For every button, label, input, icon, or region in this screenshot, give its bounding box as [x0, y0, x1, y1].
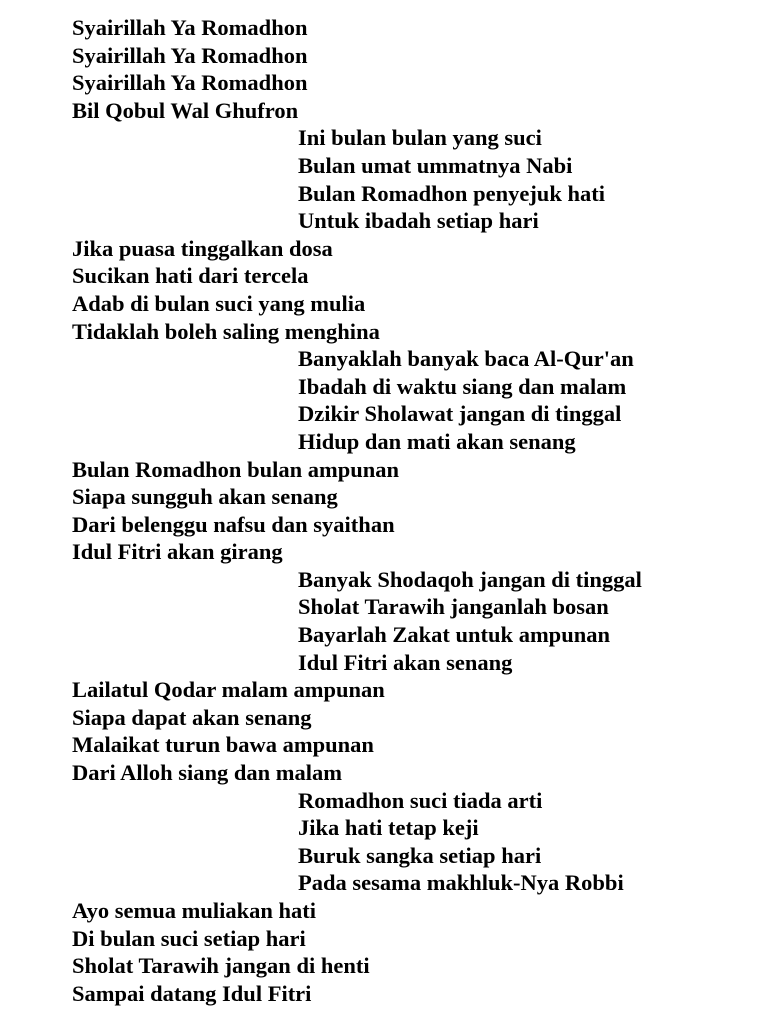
lyric-line-indented: Dzikir Sholawat jangan di tinggal: [298, 401, 622, 427]
lyric-line: Tidaklah boleh saling menghina: [72, 318, 380, 344]
lyric-line: Syairillah Ya Romadhon: [72, 15, 308, 40]
lyric-line: Dari belenggu nafsu dan syaithan: [72, 511, 395, 537]
lyric-line-indented: Buruk sangka setiap hari: [298, 842, 542, 868]
lyric-line-indented: Bayarlah Zakat untuk ampunan: [298, 622, 610, 648]
lyrics-text: [72, 14, 642, 1007]
lyric-line: Sholat Tarawih jangan di henti: [72, 953, 370, 979]
lyric-line-indented: Bulan umat ummatnya Nabi: [298, 152, 573, 178]
lyric-line-indented: Romadhon suci tiada arti: [298, 787, 543, 813]
lyric-line: Adab di bulan suci yang mulia: [72, 290, 366, 316]
lyric-line: Bil Qobul Wal Ghufron: [72, 97, 299, 123]
lyric-line: Siapa dapat akan senang: [72, 704, 312, 730]
lyric-line-indented: Pada sesama makhluk-Nya Robbi: [298, 870, 624, 896]
lyric-line: Ayo semua muliakan hati: [72, 898, 316, 923]
lyric-line-indented: Bulan Romadhon penyejuk hati: [298, 180, 605, 206]
lyric-line: Sampai datang Idul Fitri: [72, 980, 312, 1006]
lyric-line-indented: Idul Fitri akan senang: [298, 649, 513, 675]
lyric-line: Siapa sungguh akan senang: [72, 484, 338, 510]
lyric-line: Syairillah Ya Romadhon: [72, 70, 308, 96]
lyric-line-indented: Jika hati tetap keji: [298, 815, 479, 841]
lyric-line: Syairillah Ya Romadhon: [72, 42, 308, 68]
lyric-line-indented: Sholat Tarawih janganlah bosan: [298, 594, 609, 620]
lyric-line: Dari Alloh siang dan malam: [72, 760, 343, 786]
lyric-line-indented: Banyaklah banyak baca Al-Qur'an: [298, 346, 634, 372]
lyric-line-indented: Banyak Shodaqoh jangan di tinggal: [298, 566, 642, 592]
lyric-line-indented: Hidup dan mati akan senang: [298, 428, 576, 454]
lyric-line: Jika puasa tinggalkan dosa: [72, 235, 333, 261]
lyric-line-indented: Ini bulan bulan yang suci: [298, 125, 542, 151]
lyric-line: Bulan Romadhon bulan ampunan: [72, 456, 400, 482]
lyric-line-indented: Ibadah di waktu siang dan malam: [298, 373, 627, 399]
lyric-line: Sucikan hati dari tercela: [72, 263, 309, 289]
lyric-line: Idul Fitri akan girang: [72, 539, 283, 565]
lyric-line: Malaikat turun bawa ampunan: [72, 732, 374, 758]
lyric-line-indented: Untuk ibadah setiap hari: [298, 208, 539, 234]
lyric-line: Lailatul Qodar malam ampunan: [72, 677, 385, 703]
lyric-line: Di bulan suci setiap hari: [72, 925, 306, 951]
